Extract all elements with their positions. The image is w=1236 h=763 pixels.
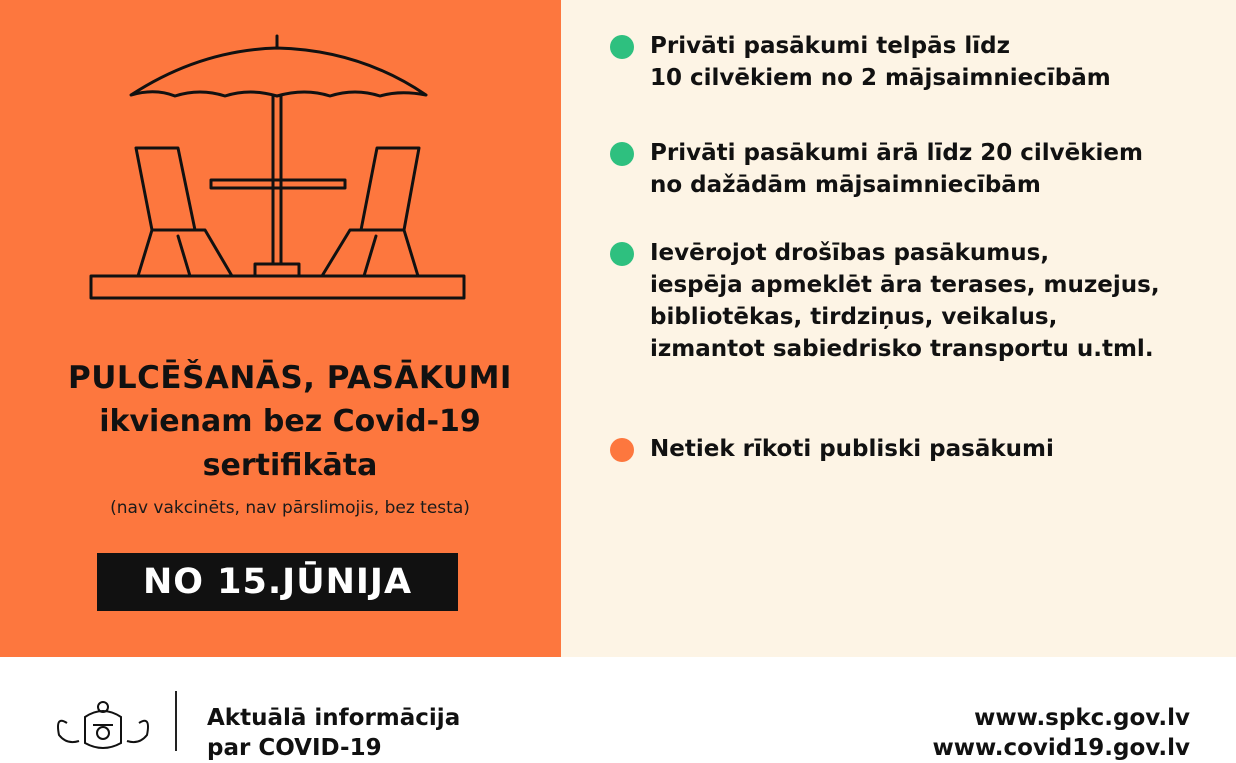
footer-urls [932,703,1190,763]
covid19-link[interactable]: www.covid19.gov.lv [932,735,1190,761]
headline-line-1: PULCĒŠANĀS, PASĀKUMI [68,360,512,396]
not-allowed-status-dot [610,438,634,462]
allowed-status-dot [610,142,634,166]
headline-subtitle: (nav vakcinēts, nav pārslimojis, bez testa) [110,498,470,518]
bullet-item-2: Privāti pasākumi ārā līdz 20 cilvēkiem no dažādām mājsaimniecībām [650,140,1143,198]
headline-line-3: sertifikāta [202,448,378,483]
footer-divider [175,691,177,751]
allowed-status-dot [610,242,634,266]
latvia-coat-of-arms-icon [45,695,165,755]
date-badge: NO 15.JŪNIJA [97,553,458,611]
bullet-item-3: Ievērojot drošības pasākumus, iespēja apmeklēt āra terases, muzejus, bibliotēkas, tirdziņus, veikalus, izmantot sabiedrisko transportu u.tml. [650,240,1160,362]
headline-line-2: ikvienam bez Covid-19 [99,404,481,439]
footer-info-text: Aktuālā informācija par COVID-19 [207,705,461,761]
bullet-item-1: Privāti pasākumi telpās līdz 10 cilvēkiem no 2 mājsaimniecībām [650,33,1111,91]
allowed-status-dot [610,35,634,59]
spkc-link[interactable]: www.spkc.gov.lv [974,705,1190,731]
cafe-terrace-umbrella-icon [85,30,470,305]
bullet-item-4: Netiek rīkoti publiski pasākumi [650,436,1054,462]
